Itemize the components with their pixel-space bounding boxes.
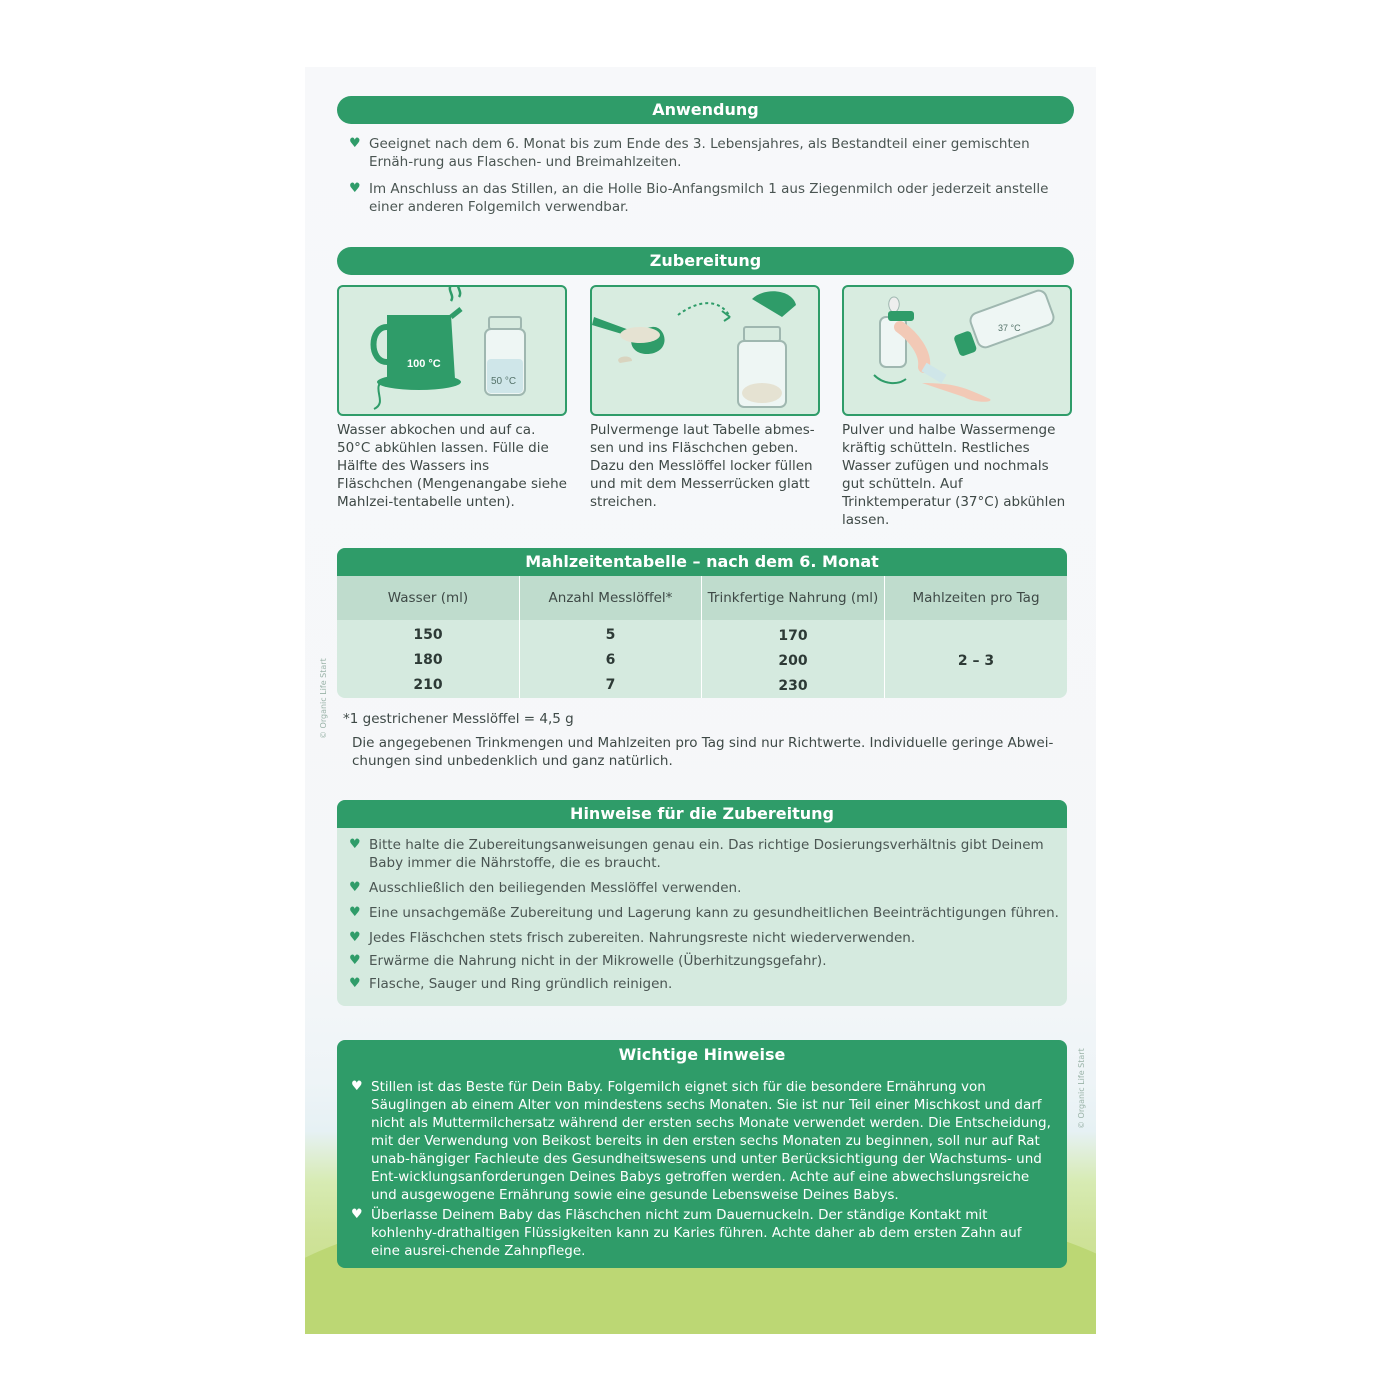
step1-caption: Wasser abkochen und auf ca. 50°C abkühlen lassen. Fülle die Hälfte des Wassers ins Fläschchen (Mengenangabe siehe Mahlzei-tentabelle unten). (337, 422, 567, 510)
hinweise-list (347, 836, 1059, 993)
table-cell: 7 (605, 677, 616, 693)
heart-bullet-icon: ♥ (349, 905, 361, 920)
bottle-icon (738, 327, 786, 407)
kettle-icon (374, 287, 462, 409)
package-back (305, 67, 1096, 1334)
wichtige-hinweise-panel (337, 1040, 1067, 1268)
table-cell: 200 (778, 653, 808, 669)
zubereitung-header: Zubereitung (337, 247, 1074, 275)
heart-bullet-icon: ♥ (351, 1079, 363, 1094)
table-title: Mahlzeitentabelle – nach dem 6. Monat (337, 548, 1067, 576)
heart-bullet-icon: ♥ (349, 953, 361, 968)
step1-illustration (337, 285, 567, 416)
list-item: ♥ Ausschließlich den beiliegenden Messlöffel verwenden. (349, 880, 742, 896)
hinweise-header: Hinweise für die Zubereitung (337, 800, 1067, 828)
bottle-temp-label: 50 °C (491, 376, 517, 387)
wichtige-hinweise-list (349, 1078, 1053, 1260)
heart-bullet-icon: ♥ (349, 930, 361, 945)
table-cell: 210 (413, 677, 443, 693)
meal-table (337, 548, 1067, 698)
anwendung-list (347, 135, 1077, 225)
table-cell: 6 (605, 652, 616, 668)
step3-caption: Pulver und halbe Wassermenge kräftig schütteln. Restliches Wasser zufügen und nochmals gut schütteln. Auf Trinktemperatur (37°C) abkühlen lassen. (842, 422, 1066, 528)
table-cell: 150 (413, 627, 443, 643)
list-item: ♥ Jedes Fläschchen stets frisch zubereiten. Nahrungsreste nicht wiederverwenden. (349, 930, 916, 946)
table-header-cell: Mahlzeiten pro Tag (885, 576, 1067, 620)
list-item: ♥ Bitte halte die Zubereitungsanweisungen genau ein. Das richtige Dosierungsverhältnis gibt Deinem Baby immer die Nährstoffe, die es braucht. (349, 837, 1044, 871)
shake-hand-icon (874, 288, 1056, 401)
table-cell: 230 (778, 678, 808, 694)
heart-bullet-icon: ♥ (351, 1207, 363, 1222)
list-item: ♥ Im Anschluss an das Stillen, an die Holle Bio-Anfangsmilch 1 aus Ziegenmilch oder jederzeit anstelle einer anderen Folgemilch verwendbar. (349, 181, 1049, 215)
heart-bullet-icon: ♥ (349, 136, 361, 151)
hinweise-panel (337, 800, 1067, 1006)
side-copyright-right: © Organic Life Start (1077, 1048, 1086, 1129)
wichtige-hinweise-header: Wichtige Hinweise (618, 1045, 786, 1064)
kettle-temp-label: 100 °C (407, 358, 441, 370)
table-header-cell: Anzahl Messlöffel* (520, 576, 701, 620)
heart-bullet-icon: ♥ (349, 181, 361, 196)
list-item: ♥ Stillen ist das Beste für Dein Baby. Folgemilch eignet sich für die besondere Ernährung von Säuglingen ab einem Alter von mindestens sechs Monaten. Sie ist nur Teil einer Mischkost und darf nicht als Muttermilchersatz während der ersten sechs Monate verwendet werden. Die Entscheidung, mit der Verwendung von Beikost bereits in den ersten sechs Monaten zu beginnen, soll nur auf Rat unab-hängiger Fachleute des Gesundheitswesens und unter Berücksichtigung der Wachstums- und Ent-wicklungsanforderungen Deines Babys getroffen werden. Achte auf eine abwechslungsreiche und ausgewogene Ernährung sowie eine gesunde Lebensweise Deines Babys. (351, 1079, 1051, 1203)
heart-bullet-icon: ♥ (349, 837, 361, 852)
anwendung-header: Anwendung (337, 96, 1074, 124)
table-footnote: *1 gestrichener Messlöffel = 4,5 g (343, 711, 574, 727)
list-item: ♥ Geeignet nach dem 6. Monat bis zum Ende des 3. Lebensjahres, als Bestandteil einer gemischten Ernäh-rung aus Flaschen- und Breimahlzeiten. (349, 136, 1030, 170)
table-cell: 180 (413, 652, 443, 668)
list-item: ♥ Erwärme die Nahrung nicht in der Mikrowelle (Überhitzungsgefahr). (349, 953, 827, 969)
table-header-cell: Trinkfertige Nahrung (ml) (702, 576, 884, 620)
list-item: ♥ Flasche, Sauger und Ring gründlich reinigen. (349, 976, 673, 992)
meals-per-day: 2 – 3 (957, 653, 995, 669)
heart-bullet-icon: ♥ (349, 976, 361, 991)
step2-illustration (590, 285, 820, 416)
table-cell: 170 (778, 628, 808, 644)
step3-illustration (842, 285, 1072, 416)
heart-bullet-icon: ♥ (349, 880, 361, 895)
table-note: Die angegebenen Trinkmengen und Mahlzeiten pro Tag sind nur Richtwerte. Individuelle geringe Abwei-chungen sind unbedenklich und ganz natürlich. (352, 735, 1054, 769)
side-copyright-left: © Organic Life Start (319, 658, 328, 739)
bottle-temp-label: 37 °C (998, 323, 1021, 333)
table-cell: 5 (605, 627, 616, 643)
table-header-cell: Wasser (ml) (337, 576, 519, 620)
list-item: ♥ Überlasse Deinem Baby das Fläschchen nicht zum Dauernuckeln. Der ständige Kontakt mit kohlenhy-drathaltigen Flüssigkeiten kann zu Karies führen. Achte daher ab dem ersten Zahn auf eine ausrei-chende Zahnpflege. (351, 1207, 1022, 1259)
list-item: ♥ Eine unsachgemäße Zubereitung und Lagerung kann zu gesundheitlichen Beeinträchtigungen führen. (349, 905, 1059, 921)
step2-caption: Pulvermenge laut Tabelle abmes-sen und ins Fläschchen geben. Dazu den Messlöffel locker füllen und mit dem Messerrücken glatt streichen. (590, 422, 815, 510)
